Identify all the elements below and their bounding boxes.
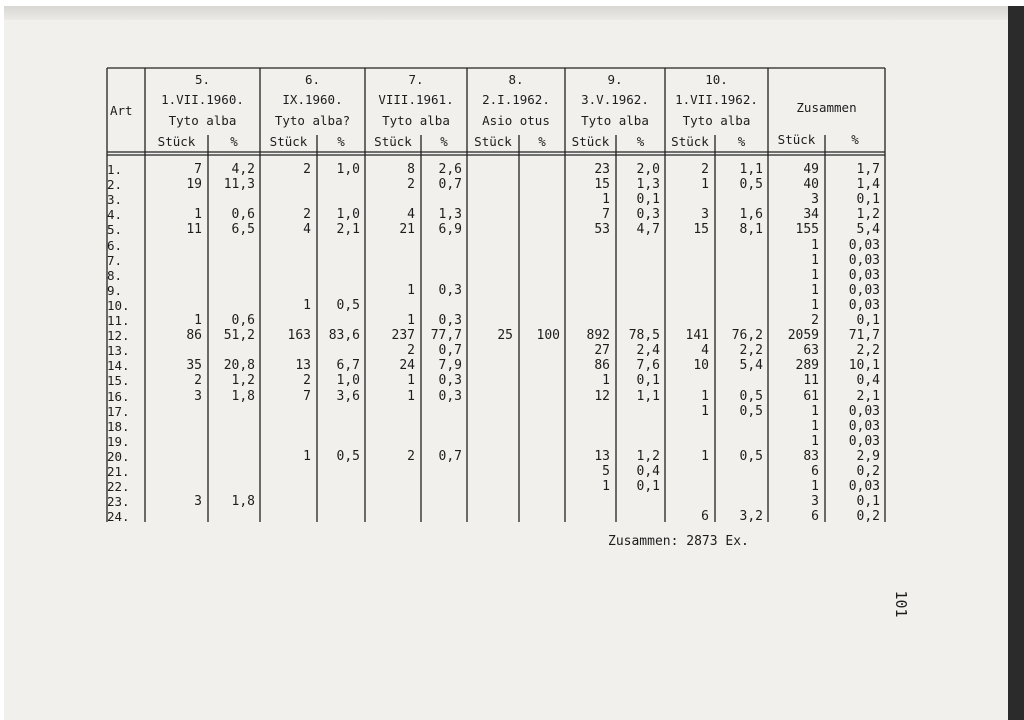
cell-count: 1: [194, 207, 202, 222]
group-species: Tyto alba: [168, 113, 237, 128]
cell-percent: 5,4: [739, 358, 763, 373]
cell-percent: 71,7: [848, 328, 880, 343]
cell-count: 155: [795, 222, 819, 237]
cell-percent: 0,03: [848, 404, 880, 419]
row-art-number: 12.: [107, 328, 130, 343]
cell-count: 3: [811, 494, 819, 509]
cell-count: 3: [811, 192, 819, 207]
cell-count: 40: [803, 177, 819, 192]
cell-percent: 8,1: [739, 222, 763, 237]
total-pct-label: %: [851, 132, 859, 147]
cell-percent: 0,6: [231, 207, 255, 222]
cell-percent: 0,5: [336, 449, 360, 464]
cell-percent: 0,5: [739, 449, 763, 464]
cell-count: 61: [803, 389, 819, 404]
total-column-title: Zusammen: [796, 100, 857, 115]
cell-percent: 0,1: [636, 192, 660, 207]
cell-count: 2: [303, 162, 311, 177]
cell-count: 49: [803, 162, 819, 177]
cell-count: 6: [701, 509, 709, 524]
cell-percent: 1,7: [856, 162, 880, 177]
cell-percent: 0,7: [438, 177, 462, 192]
cell-count: 53: [594, 222, 610, 237]
row-art-number: 10.: [107, 298, 130, 313]
cell-count: 1: [811, 298, 819, 313]
cell-percent: 0,3: [438, 313, 462, 328]
group-count-label: Stück: [671, 134, 709, 149]
cell-count: 141: [685, 328, 709, 343]
cell-count: 24: [399, 358, 415, 373]
row-art-number: 2.: [107, 177, 123, 192]
cell-percent: 6,5: [231, 222, 255, 237]
cell-count: 237: [391, 328, 415, 343]
group-pct-label: %: [230, 134, 238, 149]
cell-percent: 0,1: [856, 313, 880, 328]
cell-percent: 76,2: [731, 328, 763, 343]
cell-count: 1: [701, 389, 709, 404]
group-species: Asio otus: [482, 113, 550, 128]
cell-percent: 0,2: [856, 509, 880, 524]
cell-count: 86: [594, 358, 610, 373]
cell-count: 21: [399, 222, 415, 237]
group-pct-label: %: [538, 134, 546, 149]
cell-percent: 0,3: [438, 283, 462, 298]
cell-percent: 1,8: [231, 494, 255, 509]
cell-count: 892: [586, 328, 610, 343]
group-count-label: Stück: [374, 134, 412, 149]
cell-percent: 7,9: [438, 358, 462, 373]
cell-count: 25: [497, 328, 513, 343]
cell-count: 1: [701, 404, 709, 419]
cell-count: 11: [186, 222, 202, 237]
cell-percent: 0,03: [848, 298, 880, 313]
row-art-number: 22.: [107, 479, 130, 494]
cell-count: 12: [594, 389, 610, 404]
cell-count: 7: [303, 389, 311, 404]
cell-percent: 78,5: [628, 328, 660, 343]
cell-count: 2: [407, 343, 415, 358]
group-date: 1.VII.1960.: [161, 92, 244, 107]
group-date: VIII.1961.: [378, 92, 454, 107]
group-date: 3.V.1962.: [581, 92, 649, 107]
cell-count: 15: [594, 177, 610, 192]
cell-count: 1: [811, 404, 819, 419]
group-date: IX.1960.: [282, 92, 343, 107]
row-art-number: 3.: [107, 192, 123, 207]
cell-percent: 1,1: [636, 389, 660, 404]
row-art-number: 8.: [107, 268, 123, 283]
group-number: 5.: [194, 72, 211, 87]
cell-percent: 5,4: [856, 222, 880, 237]
row-art-number: 18.: [107, 419, 130, 434]
cell-percent: 0,3: [438, 389, 462, 404]
group-species: Tyto alba: [581, 113, 649, 128]
cell-percent: 1,2: [856, 207, 880, 222]
cell-count: 2: [303, 373, 311, 388]
row-art-number: 5.: [107, 222, 123, 237]
cell-count: 11: [803, 373, 819, 388]
cell-count: 13: [594, 449, 610, 464]
cell-count: 1: [602, 479, 610, 494]
cell-percent: 0,03: [848, 253, 880, 268]
cell-percent: 1,3: [636, 177, 660, 192]
cell-count: 1: [701, 449, 709, 464]
row-art-number: 4.: [107, 207, 123, 222]
cell-count: 4: [303, 222, 311, 237]
cell-count: 1: [811, 283, 819, 298]
cell-percent: 1,3: [438, 207, 462, 222]
cell-percent: 2,2: [739, 343, 763, 358]
cell-percent: 4,7: [636, 222, 660, 237]
group-number: 10.: [705, 72, 728, 87]
cell-count: 1: [407, 373, 415, 388]
row-art-number: 17.: [107, 404, 130, 419]
cell-percent: 0,1: [856, 192, 880, 207]
total-count-label: Stück: [777, 132, 816, 147]
group-number: 9.: [607, 72, 623, 87]
cell-count: 2: [407, 177, 415, 192]
cell-percent: 2,1: [336, 222, 360, 237]
cell-count: 23: [594, 162, 610, 177]
cell-count: 1: [811, 253, 819, 268]
cell-count: 86: [186, 328, 202, 343]
cell-percent: 0,5: [739, 389, 763, 404]
cell-count: 2: [407, 449, 415, 464]
cell-count: 63: [803, 343, 819, 358]
cell-percent: 0,5: [739, 404, 763, 419]
cell-percent: 1,0: [336, 373, 360, 388]
cell-count: 1: [602, 192, 610, 207]
group-pct-label: %: [737, 134, 746, 149]
cell-percent: 20,8: [223, 358, 255, 373]
row-art-number: 15.: [107, 373, 130, 388]
cell-count: 1: [407, 389, 415, 404]
cell-percent: 51,2: [223, 328, 255, 343]
cell-count: 3: [194, 389, 202, 404]
row-art-number: 14.: [107, 358, 130, 373]
cell-count: 1: [303, 449, 311, 464]
cell-count: 2: [194, 373, 202, 388]
cell-count: 1: [811, 238, 819, 253]
group-pct-label: %: [636, 134, 645, 149]
cell-count: 2: [701, 162, 709, 177]
group-number: 6.: [304, 72, 321, 87]
cell-count: 35: [186, 358, 202, 373]
group-date: 1.VII.1962.: [675, 92, 758, 107]
cell-count: 1: [811, 419, 819, 434]
group-number: 7.: [408, 72, 424, 87]
cell-percent: 0,03: [848, 268, 880, 283]
cell-percent: 1,4: [856, 177, 880, 192]
cell-percent: 0,03: [848, 479, 880, 494]
cell-count: 289: [795, 358, 819, 373]
cell-percent: 1,1: [739, 162, 763, 177]
cell-percent: 2,0: [636, 162, 660, 177]
cell-percent: 77,7: [430, 328, 462, 343]
group-count-label: Stück: [474, 134, 512, 149]
art-header: Art: [110, 103, 133, 118]
cell-percent: 0,5: [336, 298, 360, 313]
cell-count: 2059: [787, 328, 819, 343]
cell-count: 15: [693, 222, 709, 237]
cell-count: 7: [194, 162, 202, 177]
row-art-number: 16.: [107, 389, 130, 404]
group-count-label: Stück: [157, 134, 196, 149]
cell-count: 1: [407, 313, 415, 328]
cell-count: 3: [701, 207, 709, 222]
page-number: 101: [892, 590, 910, 618]
cell-count: 1: [194, 313, 202, 328]
row-art-number: 7.: [107, 253, 123, 268]
row-art-number: 6.: [107, 238, 123, 253]
cell-percent: 0,03: [848, 434, 880, 449]
cell-count: 7: [602, 207, 610, 222]
cell-count: 4: [407, 207, 415, 222]
cell-count: 1: [701, 177, 709, 192]
cell-count: 163: [287, 328, 311, 343]
row-art-number: 20.: [107, 449, 130, 464]
cell-count: 2: [303, 207, 311, 222]
cell-percent: 0,03: [848, 238, 880, 253]
cell-count: 6: [811, 464, 819, 479]
cell-percent: 0,7: [438, 449, 462, 464]
group-count-label: Stück: [269, 134, 308, 149]
row-art-number: 13.: [107, 343, 130, 358]
cell-percent: 0,1: [856, 494, 880, 509]
cell-count: 1: [303, 298, 311, 313]
cell-count: 1: [811, 268, 819, 283]
group-pct-label: %: [337, 134, 345, 149]
cell-percent: 83,6: [328, 328, 360, 343]
cell-percent: 0,1: [636, 479, 660, 494]
row-art-number: 23.: [107, 494, 130, 509]
cell-count: 2: [811, 313, 819, 328]
cell-percent: 2,1: [856, 389, 880, 404]
cell-percent: 0,4: [636, 464, 660, 479]
cell-percent: 100: [536, 328, 560, 343]
cell-count: 1: [602, 373, 610, 388]
cell-percent: 0,4: [856, 373, 880, 388]
cell-percent: 0,3: [636, 207, 660, 222]
group-species: Tyto alba?: [274, 113, 351, 128]
cell-percent: 0,03: [848, 283, 880, 298]
cell-percent: 0,5: [739, 177, 763, 192]
cell-count: 34: [803, 207, 819, 222]
group-date: 2.I.1962.: [482, 92, 550, 107]
cell-count: 3: [194, 494, 202, 509]
row-art-number: 11.: [107, 313, 130, 328]
cell-percent: 1,6: [739, 207, 763, 222]
row-art-number: 19.: [107, 434, 130, 449]
row-art-number: 1.: [107, 162, 123, 177]
group-species: Tyto alba: [682, 113, 751, 128]
cell-percent: 0,03: [848, 419, 880, 434]
cell-percent: 1,2: [636, 449, 660, 464]
cell-percent: 0,3: [438, 373, 462, 388]
cell-percent: 3,2: [739, 509, 763, 524]
cell-percent: 11,3: [223, 177, 255, 192]
cell-percent: 1,0: [336, 162, 360, 177]
cell-percent: 4,2: [231, 162, 255, 177]
cell-percent: 2,6: [438, 162, 462, 177]
cell-count: 1: [811, 479, 819, 494]
cell-percent: 1,0: [336, 207, 360, 222]
cell-count: 19: [186, 177, 202, 192]
row-art-number: 9.: [107, 283, 123, 298]
cell-percent: 0,2: [856, 464, 880, 479]
cell-percent: 6,9: [438, 222, 462, 237]
group-species: Tyto alba: [382, 113, 450, 128]
cell-percent: 0,7: [438, 343, 462, 358]
cell-count: 5: [602, 464, 610, 479]
cell-count: 4: [701, 343, 709, 358]
cell-percent: 6,7: [336, 358, 360, 373]
row-art-number: 21.: [107, 464, 130, 479]
cell-count: 13: [295, 358, 311, 373]
group-pct-label: %: [440, 134, 448, 149]
grand-total-line: Zusammen: 2873 Ex.: [608, 534, 749, 549]
cell-percent: 1,2: [231, 373, 255, 388]
cell-percent: 3,6: [336, 389, 360, 404]
cell-count: 6: [811, 509, 819, 524]
cell-count: 1: [407, 283, 415, 298]
cell-count: 1: [811, 434, 819, 449]
cell-percent: 2,2: [856, 343, 880, 358]
cell-percent: 7,6: [636, 358, 660, 373]
cell-count: 10: [693, 358, 709, 373]
cell-count: 27: [594, 343, 610, 358]
group-number: 8.: [508, 72, 524, 87]
row-art-number: 24.: [107, 509, 130, 524]
cell-percent: 0,1: [636, 373, 660, 388]
cell-count: 8: [407, 162, 415, 177]
cell-percent: 1,8: [231, 389, 255, 404]
cell-percent: 2,4: [636, 343, 660, 358]
cell-count: 83: [803, 449, 819, 464]
cell-percent: 10,1: [848, 358, 880, 373]
group-count-label: Stück: [571, 134, 610, 149]
cell-percent: 0,6: [231, 313, 255, 328]
cell-percent: 2,9: [856, 449, 880, 464]
